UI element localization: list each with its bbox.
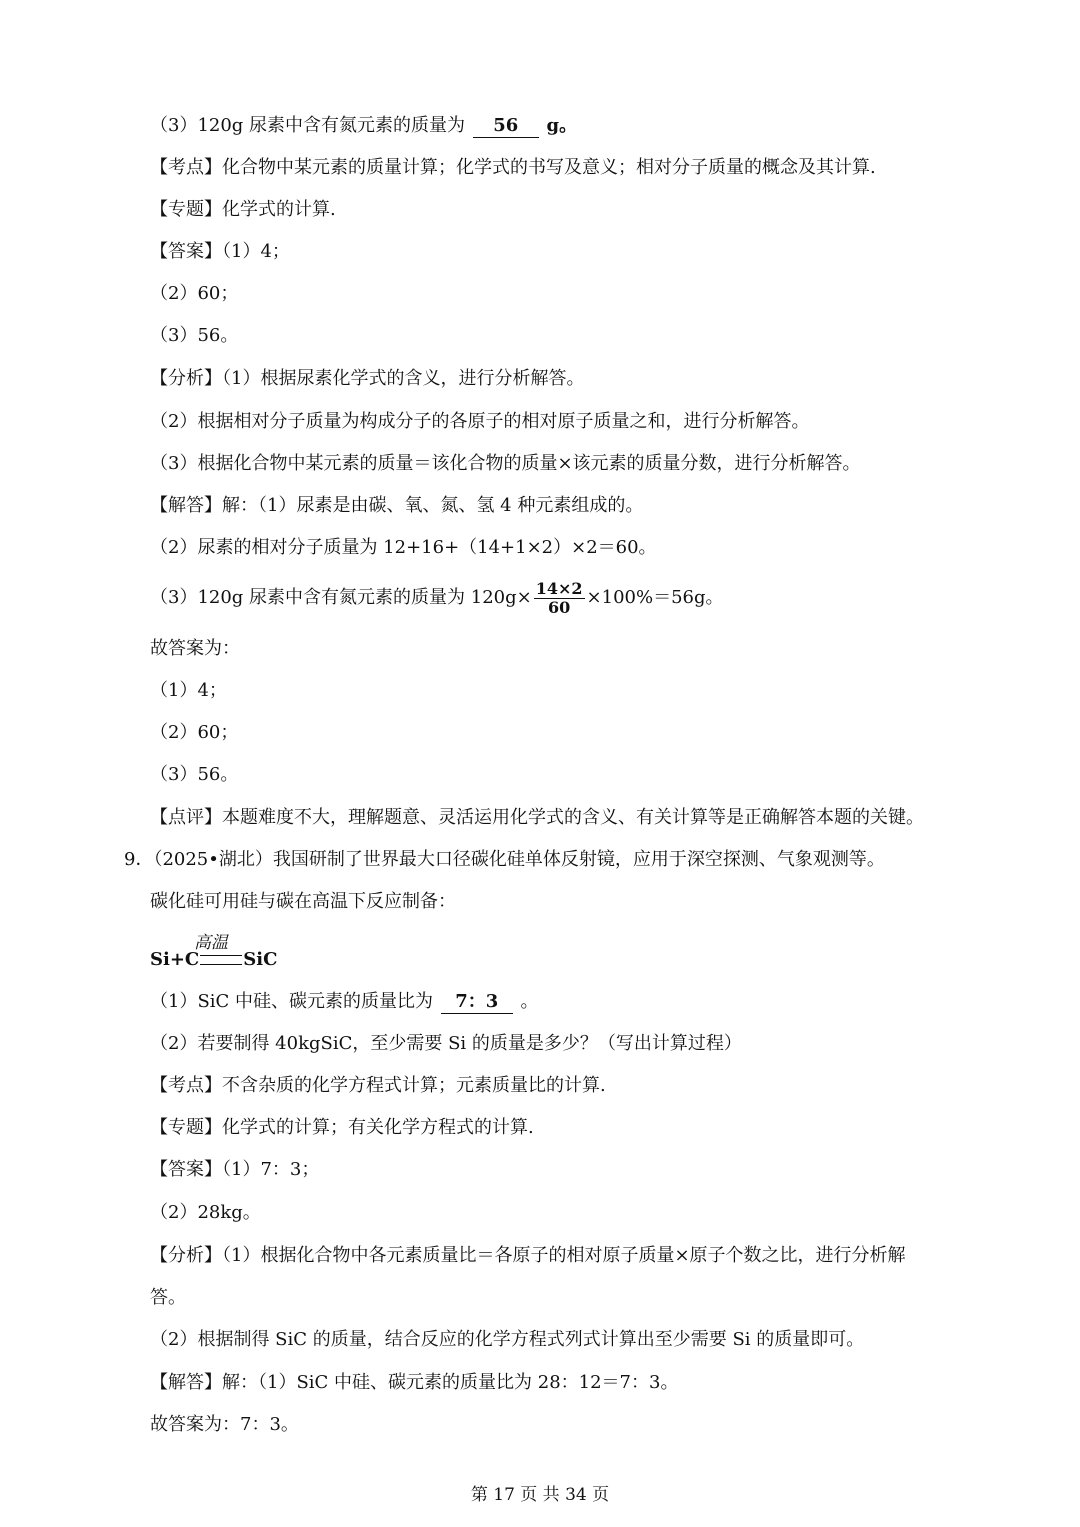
question-9-title: 9．（2025•湖北）我国研制了世界最大口径碳化硅单体反射镜，应用于深空探测、气象观测等。 [124, 849, 885, 870]
equals-sign [200, 955, 242, 965]
line-q3-nitrogen-mass [150, 114, 577, 138]
answer-blank: 56 [473, 115, 539, 138]
question-9-part1 [150, 990, 539, 1014]
solution-2: （2）尿素的相对分子质量为 12+16+（14+1×2）×2＝60。 [150, 537, 657, 558]
zhuanti: 【专题】化学式的计算. [150, 199, 336, 220]
final-answer-label: 故答案为： [150, 638, 240, 659]
fraction-numerator: 14×2 [535, 578, 583, 598]
answer-2: （2）60； [150, 283, 239, 304]
final-answer-2: （2）60； [150, 722, 239, 743]
text: ×100%＝56g。 [586, 587, 724, 608]
question-9-text: 碳化硅可用硅与碳在高温下反应制备： [150, 891, 456, 912]
final-answer-9: 故答案为：7：3。 [150, 1414, 299, 1435]
solution: 【解答】解：（1）尿素是由碳、氧、氮、氢 4 种元素组成的。 [150, 495, 644, 516]
analysis: 【分析】（1）根据尿素化学式的含义，进行分析解答。 [150, 368, 585, 389]
answer-blank: 7：3 [441, 991, 513, 1014]
analysis-2: （2）根据相对分子质量为构成分子的各原子的相对原子质量之和，进行分析解答。 [150, 411, 810, 432]
kaodian-9: 【考点】不含杂质的化学方程式计算；元素质量比的计算. [150, 1075, 606, 1096]
solution-3-formula [150, 578, 724, 618]
final-answer-1: （1）4； [150, 680, 227, 701]
final-answer-3: （3）56。 [150, 764, 239, 785]
page-footer: 第 17 页 共 34 页 [470, 1485, 610, 1505]
answer-3: （3）56。 [150, 325, 239, 346]
reactants: Si+C [150, 949, 200, 970]
chemical-equation [150, 948, 277, 972]
kaodian: 【考点】化合物中某元素的质量计算；化学式的书写及意义；相对分子质量的概念及其计算. [150, 157, 876, 178]
analysis-9-cont: 答。 [150, 1287, 186, 1308]
text: （3）120g 尿素中含有氮元素的质量为 120g× [150, 587, 532, 608]
answer-9-2: （2）28kg。 [150, 1202, 261, 1223]
comment: 【点评】本题难度不大，理解题意、灵活运用化学式的含义、有关计算等是正确解答本题的关键。 [150, 807, 924, 828]
analysis-9-2: （2）根据制得 SiC 的质量，结合反应的化学方程式列式计算出至少需要 Si 的质量即可。 [150, 1329, 865, 1350]
zhuanti-9: 【专题】化学式的计算；有关化学方程式的计算. [150, 1117, 534, 1138]
question-9-part2: （2）若要制得 40kgSiC，至少需要 Si 的质量是多少？（写出计算过程） [150, 1033, 742, 1054]
answer: 【答案】（1）4； [150, 241, 290, 262]
analysis-9: 【分析】（1）根据化合物中各元素质量比＝各原子的相对原子质量×原子个数之比，进行分析解 [150, 1245, 906, 1266]
solution-9: 【解答】解：（1）SiC 中硅、碳元素的质量比为 28：12＝7：3。 [150, 1372, 679, 1393]
analysis-3: （3）根据化合物中某元素的质量＝该化合物的质量×该元素的质量分数，进行分析解答。 [150, 453, 861, 474]
text: g。 [546, 115, 578, 136]
text: （1）SiC 中硅、碳元素的质量比为 [150, 991, 434, 1012]
text: 。 [520, 991, 539, 1012]
reaction-condition: 高温 [194, 933, 228, 953]
fraction-denominator: 60 [548, 597, 571, 617]
text: （3）120g 尿素中含有氮元素的质量为 [150, 115, 466, 136]
products: SiC [243, 949, 278, 970]
answer-9: 【答案】（1）7：3； [150, 1159, 320, 1180]
fraction [534, 580, 585, 617]
